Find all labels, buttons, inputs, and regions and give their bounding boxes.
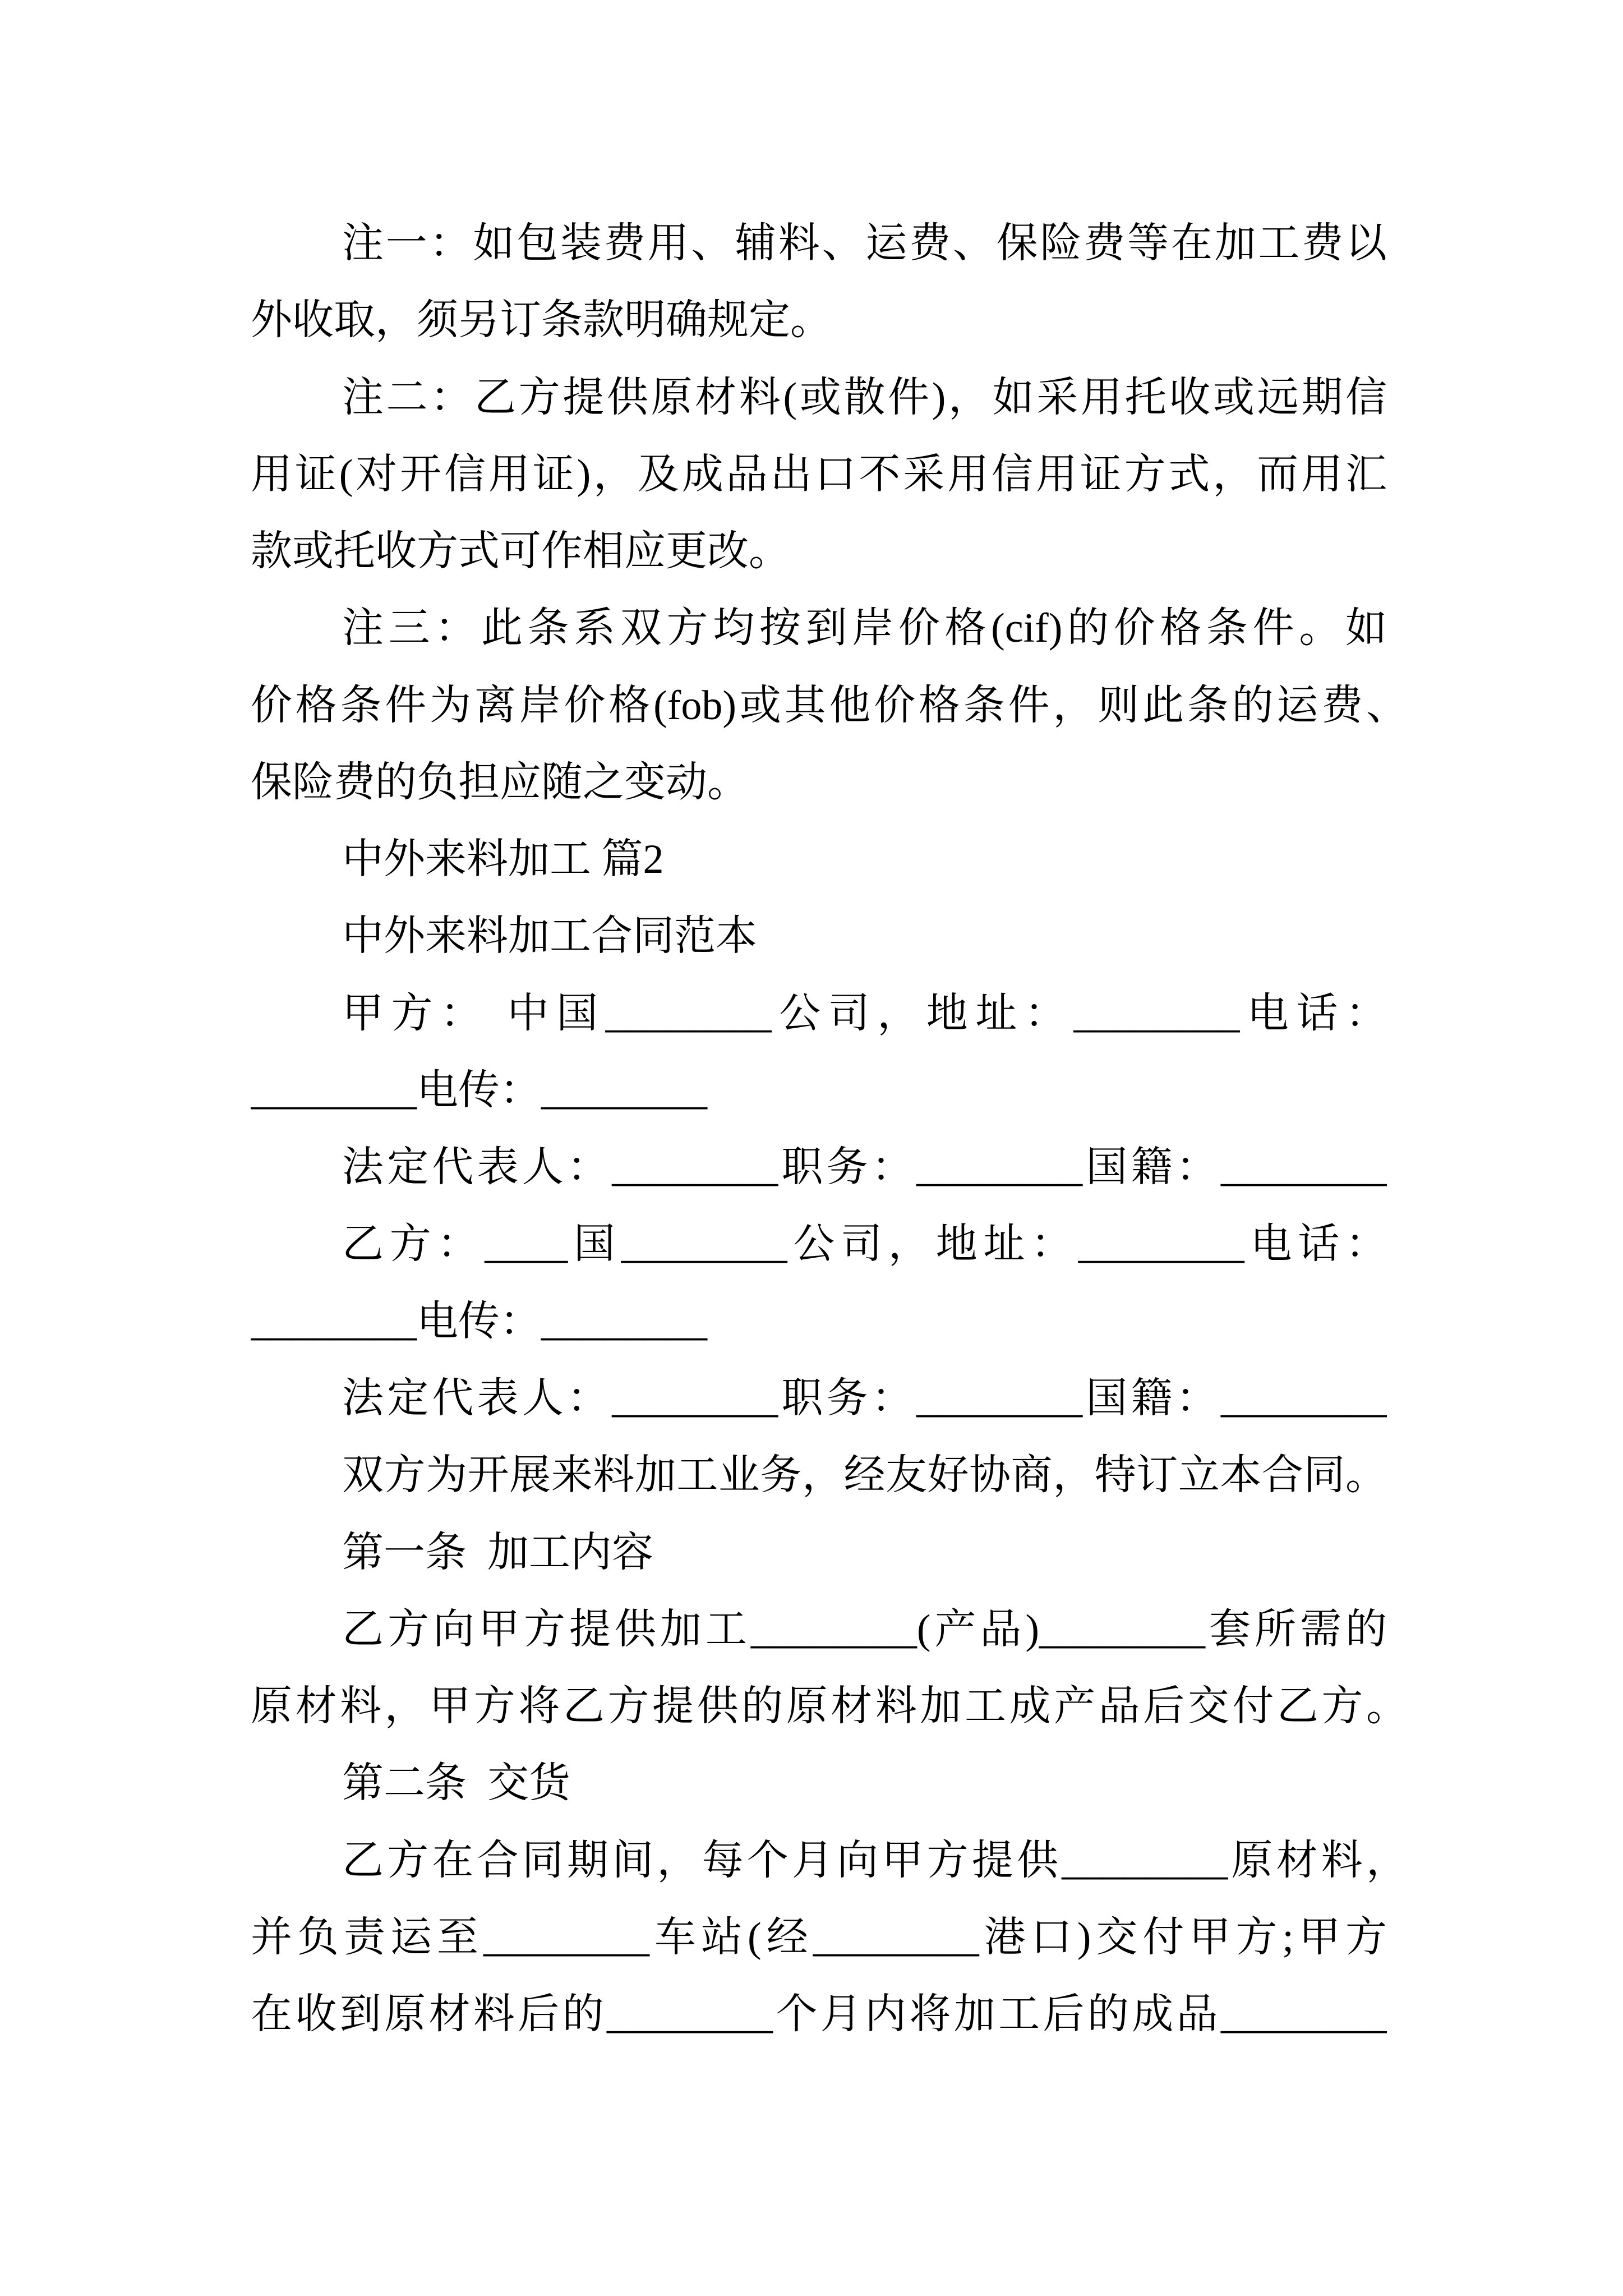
- note-one-text: 外收取，须另订条款明确规定。: [251, 297, 832, 344]
- note-two-text: 注二：乙方提供原材料(或散件)，如采用托收或远期信: [342, 374, 1387, 421]
- party-a-info: 甲方： 中国________公司，地址：________电话：: [342, 990, 1387, 1037]
- article-2-text: 乙方在合同期间，每个月向甲方提供________原材料，: [342, 1837, 1408, 1884]
- party-a-representative: 法定代表人：________职务：________国籍：________: [342, 1144, 1387, 1191]
- party-b-contact: ________电传：________: [251, 1298, 707, 1345]
- note-three-text: 保险费的负担应随之变动。: [251, 759, 749, 806]
- article-2-heading: 第二条 交货: [342, 1760, 570, 1807]
- note-two-text: 款或托收方式可作相应更改。: [251, 528, 790, 575]
- preamble-text: 双方为开展来料加工业务，经友好协商，特订立本合同。: [342, 1452, 1387, 1499]
- note-two-text: 用证(对开信用证)，及成品出口不采用信用证方式，而用汇: [251, 451, 1387, 498]
- note-three-text: 注三：此条系双方均按到岸价格(cif)的价格条件。如: [342, 605, 1387, 652]
- article-2-text: 在收到原材料后的________个月内将加工后的成品________: [251, 1991, 1387, 2038]
- article-1-text: 乙方向甲方提供加工________(产品)________套所需的: [342, 1606, 1387, 1653]
- contract-title: 中外来料加工合同范本: [342, 913, 757, 960]
- note-three-text: 价格条件为离岸价格(fob)或其他价格条件，则此条的运费、: [251, 682, 1408, 729]
- section-heading: 中外来料加工 篇2: [342, 836, 664, 883]
- party-b-info: 乙方：____国________公司，地址：________电话：: [342, 1221, 1387, 1268]
- document-body: [0, 205, 1623, 2053]
- note-one-text: 注一：如包装费用、辅料、运费、保险费等在加工费以: [342, 220, 1387, 266]
- article-1-text: 原材料，甲方将乙方提供的原材料加工成产品后交付乙方。: [251, 1683, 1408, 1730]
- article-2-text: 并负责运至________车站(经________港口)交付甲方;甲方: [251, 1914, 1387, 1961]
- party-b-representative: 法定代表人：________职务：________国籍：________: [342, 1375, 1387, 1421]
- article-1-heading: 第一条 加工内容: [342, 1529, 653, 1576]
- party-a-contact: ________电传：________: [251, 1067, 707, 1114]
